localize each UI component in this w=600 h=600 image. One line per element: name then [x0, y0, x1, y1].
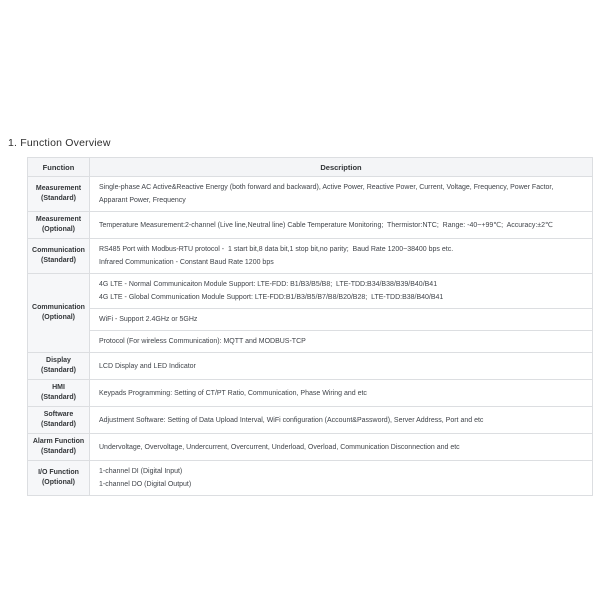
function-name: Measurement — [35, 216, 82, 223]
table-row-measurement-standard — [28, 177, 593, 212]
function-name: Measurement — [35, 185, 82, 192]
table-row-display-standard — [28, 353, 593, 380]
table-row-measurement-optional — [28, 212, 593, 239]
function-cell — [28, 239, 90, 274]
description-line: Infrared Communication - Constant Baud Rate 1200 bps — [99, 259, 274, 266]
function-variant: (Optional) — [41, 226, 76, 233]
description-cell — [90, 309, 593, 331]
description-line: Keypads Programming: Setting of CT/PT Ratio, Communication, Phase Wiring and etc — [99, 389, 367, 397]
description-cell — [90, 434, 593, 461]
description-line: Single-phase AC Active&Reactive Energy (both forward and backward), Active Power, Reactive Power, Current, Voltage, Frequency, Power Factor, Apparant Power, Frequency — [99, 184, 555, 204]
page-title: 1. Function Overview — [8, 137, 111, 149]
function-name: Display — [46, 357, 71, 364]
table-row-communication-optional-wifi — [28, 309, 593, 331]
function-name: Communication — [32, 304, 85, 311]
function-variant: (Optional) — [41, 479, 76, 486]
description-line: 4G LTE - Global Communication Module Support: LTE-FDD:B1/B3/B5/B7/B8/B20/B28; LTE-TDD:B38/B40/B41 — [99, 294, 444, 301]
description-cell — [90, 274, 593, 309]
function-cell — [28, 274, 90, 353]
table-row-software-standard — [28, 407, 593, 434]
description-cell — [90, 212, 593, 239]
table-row-communication-standard — [28, 239, 593, 274]
column-header-function: Function — [28, 158, 90, 177]
function-cell — [28, 177, 90, 212]
function-variant: (Standard) — [41, 195, 76, 202]
function-variant: (Standard) — [41, 421, 76, 428]
description-line: WiFi - Support 2.4GHz or 5GHz — [99, 316, 198, 323]
column-header-description: Description — [90, 158, 593, 177]
description-cell — [90, 461, 593, 496]
function-variant: (Optional) — [41, 314, 76, 321]
function-cell — [28, 212, 90, 239]
function-variant: (Standard) — [41, 367, 76, 374]
table-row-alarm-function-standard — [28, 434, 593, 461]
description-cell — [90, 407, 593, 434]
description-cell — [90, 239, 593, 274]
description-cell — [90, 331, 593, 353]
function-name: Communication — [32, 247, 85, 254]
description-line: Protocol (For wireless Communication): MQTT and MODBUS-TCP — [99, 338, 306, 345]
description-cell — [90, 380, 593, 407]
function-overview-table — [27, 157, 593, 496]
function-cell — [28, 434, 90, 461]
function-cell — [28, 353, 90, 380]
description-line: 1-channel DO (Digital Output) — [99, 481, 192, 488]
description-line: RS485 Port with Modbus-RTU protocol - 1 start bit,8 data bit,1 stop bit,no parity; Baud Rate 1200~38400 bps etc. — [99, 246, 454, 253]
function-name: Software — [43, 411, 74, 418]
function-name: Alarm Function — [32, 438, 85, 445]
table-row-communication-optional-protocol — [28, 331, 593, 353]
table-header-row — [28, 158, 593, 177]
function-variant: (Standard) — [41, 394, 76, 401]
function-variant: (Standard) — [41, 257, 76, 264]
function-variant: (Standard) — [41, 448, 76, 455]
description-line: Adjustment Software: Setting of Data Upload Interval, WiFi configuration (Account&Password), Server Address, Port and etc — [99, 416, 484, 424]
table-row-hmi-standard — [28, 380, 593, 407]
description-line: LCD Display and LED Indicator — [99, 362, 196, 370]
function-cell — [28, 461, 90, 496]
function-cell — [28, 407, 90, 434]
function-name: HMI — [52, 384, 65, 391]
description-line: Undervoltage, Overvoltage, Undercurrent, Overcurrent, Underload, Overload, Communication Disconnection and etc — [99, 443, 460, 451]
description-line: 1-channel DI (Digital Input) — [99, 468, 183, 475]
function-cell — [28, 380, 90, 407]
table-row-io-function-optional — [28, 461, 593, 496]
description-cell — [90, 353, 593, 380]
function-name: I/O Function — [38, 469, 79, 476]
description-cell — [90, 177, 593, 212]
table-row-communication-optional — [28, 274, 593, 309]
description-line: Temperature Measurement:2-channel (Live line,Neutral line) Cable Temperature Monitoring; Thermistor:NTC; Range: -40~+99℃; Accuracy:±2℃ — [99, 221, 553, 229]
description-line: 4G LTE - Normal Communicaiton Module Support: LTE-FDD: B1/B3/B5/B8; LTE-TDD:B34/B38/B39/B40/B41 — [99, 281, 438, 288]
